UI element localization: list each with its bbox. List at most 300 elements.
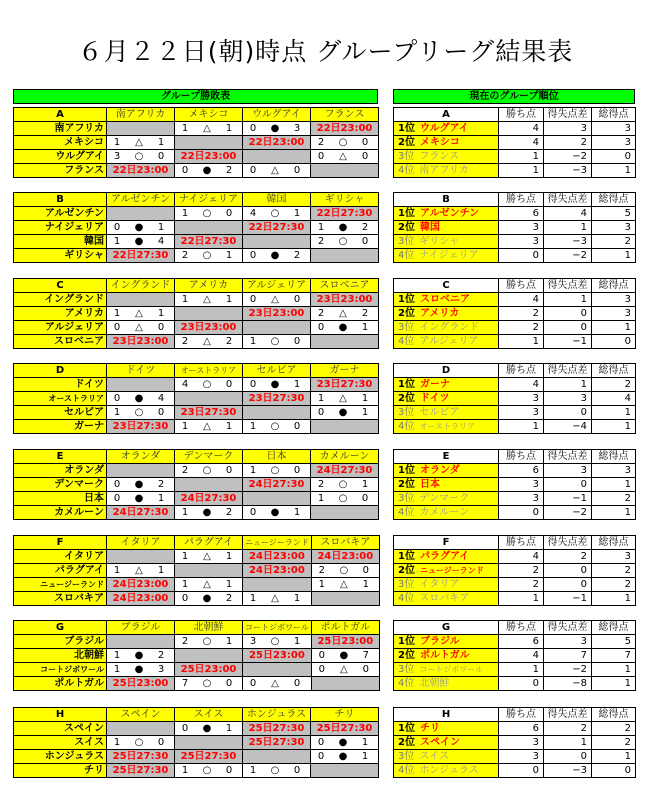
standing-team-name: 南アフリカ bbox=[419, 164, 469, 176]
result-mark: ○ bbox=[134, 736, 144, 748]
goals-against: 0 bbox=[157, 150, 165, 162]
result-mark: ● bbox=[202, 592, 212, 604]
points: 1 bbox=[499, 335, 544, 349]
standing-team-name: アルゼンチン bbox=[419, 207, 480, 219]
goal-difference: 3 bbox=[544, 392, 592, 406]
standings-row bbox=[394, 406, 636, 420]
result-mark: ○ bbox=[338, 492, 348, 504]
goals-against: 0 bbox=[225, 677, 233, 689]
goals-for: 1 bbox=[317, 492, 325, 504]
scheduled-match: 25日27:30 bbox=[311, 722, 379, 736]
goals-for: 1 bbox=[113, 406, 121, 418]
result-mark: ○ bbox=[270, 764, 280, 776]
standings-column-header: 得失点差 bbox=[544, 708, 592, 722]
scheduled-match: 23日23:00 bbox=[107, 335, 175, 349]
match-result bbox=[311, 392, 379, 406]
standings-row bbox=[394, 335, 636, 349]
standings-table bbox=[393, 707, 636, 778]
match-result bbox=[175, 420, 243, 434]
opponent-column-header: 北朝鮮 bbox=[175, 621, 243, 635]
match-result bbox=[107, 221, 175, 235]
result-mark: ● bbox=[270, 249, 280, 261]
rank-label: 1位 bbox=[398, 293, 415, 305]
goals-scored: 1 bbox=[592, 663, 636, 677]
standings-table bbox=[393, 107, 636, 178]
result-mark: △ bbox=[339, 307, 347, 319]
group-letter: G bbox=[394, 621, 499, 635]
goals-against: 1 bbox=[225, 293, 233, 305]
results-row bbox=[14, 649, 380, 663]
goals-for: 0 bbox=[181, 722, 189, 734]
standings-row bbox=[394, 736, 636, 750]
goal-difference: 2 bbox=[544, 722, 592, 736]
match-result bbox=[175, 578, 243, 592]
goal-difference: 0 bbox=[544, 578, 592, 592]
standings-column-header: 総得点 bbox=[592, 279, 636, 293]
results-row bbox=[14, 420, 379, 434]
points: 1 bbox=[499, 663, 544, 677]
result-mark: ● bbox=[202, 722, 212, 734]
standings-column-header: 得失点差 bbox=[544, 364, 592, 378]
results-header-row bbox=[14, 708, 379, 722]
group-letter: E bbox=[394, 450, 499, 464]
scheduled-match: 24日23:00 bbox=[311, 550, 379, 564]
points: 0 bbox=[499, 677, 544, 691]
result-mark: ● bbox=[134, 235, 144, 247]
results-row bbox=[14, 235, 379, 249]
points: 2 bbox=[499, 307, 544, 321]
results-row bbox=[14, 136, 379, 150]
match-result bbox=[107, 136, 175, 150]
standing-team-name: パラグアイ bbox=[419, 550, 470, 562]
scheduled-match: 22日23:00 bbox=[243, 136, 311, 150]
result-mark: ● bbox=[134, 492, 144, 504]
result-mark: △ bbox=[339, 663, 348, 675]
group-letter: D bbox=[394, 364, 499, 378]
group-letter: B bbox=[14, 193, 107, 207]
goals-against: 1 bbox=[361, 392, 369, 404]
goals-for: 3 bbox=[249, 635, 257, 647]
goals-scored: 3 bbox=[592, 293, 636, 307]
goal-difference: −2 bbox=[544, 150, 592, 164]
points: 0 bbox=[499, 764, 544, 778]
standing-team-name: 日本 bbox=[419, 478, 440, 490]
goals-against: 2 bbox=[225, 335, 233, 347]
team-name: ニュージーランド bbox=[14, 578, 107, 592]
match-result bbox=[175, 506, 243, 520]
team-name: スロバキア bbox=[14, 592, 107, 606]
scheduled-match: 25日27:30 bbox=[243, 736, 311, 750]
rank-label: 1位 bbox=[398, 378, 415, 390]
opponent-column-header: イタリア bbox=[107, 536, 175, 550]
match-result bbox=[107, 392, 175, 406]
rank-cell bbox=[394, 150, 499, 164]
rank-cell bbox=[394, 635, 499, 649]
goals-for: 1 bbox=[317, 392, 325, 404]
goal-difference: 3 bbox=[544, 635, 592, 649]
goals-for: 0 bbox=[249, 249, 257, 261]
scheduled-match: 23日27:30 bbox=[175, 406, 243, 420]
goals-against: 2 bbox=[157, 478, 165, 490]
self-match-cell bbox=[311, 592, 379, 606]
match-result bbox=[175, 122, 243, 136]
points: 6 bbox=[499, 207, 544, 221]
team-name: カメルーン bbox=[14, 506, 107, 520]
match-result bbox=[175, 722, 243, 736]
results-row bbox=[14, 293, 379, 307]
goal-difference: 3 bbox=[544, 122, 592, 136]
match-result bbox=[311, 321, 379, 335]
standings-table bbox=[393, 192, 636, 263]
match-result bbox=[175, 249, 243, 263]
self-match-cell bbox=[175, 392, 243, 406]
team-name: ナイジェリア bbox=[14, 221, 107, 235]
team-name: ホンジュラス bbox=[14, 750, 107, 764]
points: 6 bbox=[499, 464, 544, 478]
results-row bbox=[14, 406, 379, 420]
opponent-column-header: アルゼンチン bbox=[107, 193, 175, 207]
result-mark: ○ bbox=[270, 207, 280, 219]
opponent-column-header: イングランド bbox=[107, 279, 175, 293]
results-row bbox=[14, 736, 379, 750]
scheduled-match: 25日23:00 bbox=[175, 663, 243, 677]
result-mark: △ bbox=[339, 578, 348, 590]
goals-scored: 1 bbox=[592, 478, 636, 492]
standings-row bbox=[394, 677, 636, 691]
team-name: メキシコ bbox=[14, 136, 107, 150]
points: 0 bbox=[499, 506, 544, 520]
rank-cell bbox=[394, 492, 499, 506]
team-name: イタリア bbox=[14, 550, 107, 564]
scheduled-match: 24日27:30 bbox=[175, 492, 243, 506]
rank-label: 4位 bbox=[398, 764, 415, 776]
goals-against: 0 bbox=[293, 293, 301, 305]
standings-row bbox=[394, 750, 636, 764]
goal-difference: −4 bbox=[544, 420, 592, 434]
result-mark: ○ bbox=[270, 635, 280, 647]
standings-row bbox=[394, 550, 636, 564]
self-match-cell bbox=[243, 750, 311, 764]
team-name: スペイン bbox=[14, 722, 107, 736]
team-name: デンマーク bbox=[14, 478, 107, 492]
goal-difference: 2 bbox=[544, 550, 592, 564]
match-result bbox=[175, 635, 243, 649]
goals-scored: 3 bbox=[592, 464, 636, 478]
result-mark: △ bbox=[135, 136, 143, 148]
standings-row bbox=[394, 722, 636, 736]
standing-team-name: スロバキア bbox=[419, 592, 470, 604]
rank-cell bbox=[394, 649, 499, 663]
match-result bbox=[243, 677, 312, 691]
self-match-cell bbox=[243, 492, 311, 506]
result-mark: ○ bbox=[338, 136, 348, 148]
match-result bbox=[243, 506, 311, 520]
rank-cell bbox=[394, 136, 499, 150]
goals-against: 0 bbox=[361, 492, 369, 504]
goals-against: 1 bbox=[157, 221, 165, 233]
self-match-cell bbox=[311, 249, 379, 263]
standings-column-header: 総得点 bbox=[592, 450, 636, 464]
result-mark: ● bbox=[134, 649, 144, 661]
result-mark: △ bbox=[271, 293, 279, 305]
opponent-column-header: チリ bbox=[311, 708, 379, 722]
goals-against: 1 bbox=[361, 321, 369, 333]
team-name: 南アフリカ bbox=[14, 122, 107, 136]
results-table bbox=[13, 107, 379, 178]
rank-cell bbox=[394, 722, 499, 736]
self-match-cell bbox=[243, 578, 312, 592]
rank-cell bbox=[394, 736, 499, 750]
rank-label: 1位 bbox=[398, 722, 415, 734]
result-mark: △ bbox=[203, 578, 211, 590]
results-header-row bbox=[14, 621, 380, 635]
match-result bbox=[243, 764, 311, 778]
rank-label: 4位 bbox=[398, 164, 415, 176]
rank-cell bbox=[394, 592, 499, 606]
rank-cell bbox=[394, 249, 499, 263]
results-row bbox=[14, 492, 379, 506]
goals-against: 1 bbox=[157, 492, 165, 504]
match-result bbox=[311, 136, 379, 150]
results-row bbox=[14, 663, 380, 677]
result-mark: ● bbox=[339, 649, 349, 661]
points: 2 bbox=[499, 564, 544, 578]
goals-for: 0 bbox=[317, 736, 325, 748]
standings-column-header: 勝ち点 bbox=[499, 450, 544, 464]
goals-against: 0 bbox=[362, 564, 370, 576]
opponent-column-header: ニュージーランド bbox=[243, 536, 312, 550]
goals-scored: 2 bbox=[592, 564, 636, 578]
opponent-column-header: ガーナ bbox=[311, 364, 379, 378]
rank-cell bbox=[394, 764, 499, 778]
group-letter: E bbox=[14, 450, 107, 464]
standings-row bbox=[394, 764, 636, 778]
match-result bbox=[107, 736, 175, 750]
group-letter: H bbox=[14, 708, 107, 722]
opponent-column-header: ポルトガル bbox=[311, 621, 379, 635]
result-mark: ● bbox=[202, 506, 212, 518]
goals-against: 0 bbox=[225, 764, 233, 776]
goals-against: 3 bbox=[157, 663, 165, 675]
standing-team-name: スペイン bbox=[419, 736, 460, 748]
goals-against: 0 bbox=[293, 420, 301, 432]
self-match-cell bbox=[311, 420, 379, 434]
opponent-column-header: ドイツ bbox=[107, 364, 175, 378]
goal-difference: 0 bbox=[544, 564, 592, 578]
standings-table-header: 現在のグループ順位 bbox=[393, 89, 635, 104]
opponent-column-header: セルビア bbox=[243, 364, 311, 378]
scheduled-match: 24日27:30 bbox=[107, 506, 175, 520]
rank-label: 3位 bbox=[398, 235, 415, 247]
match-result bbox=[107, 235, 175, 249]
result-mark: ● bbox=[270, 122, 280, 134]
group-letter: F bbox=[394, 536, 499, 550]
rank-label: 3位 bbox=[398, 406, 415, 418]
goals-scored: 1 bbox=[592, 592, 636, 606]
opponent-column-header: スペイン bbox=[107, 708, 175, 722]
standings-column-header: 総得点 bbox=[592, 621, 636, 635]
goals-scored: 1 bbox=[592, 677, 636, 691]
match-result bbox=[243, 293, 311, 307]
standing-team-name: カメルーン bbox=[419, 506, 470, 518]
goals-against: 4 bbox=[157, 235, 165, 247]
goals-against: 3 bbox=[293, 122, 301, 134]
goals-against: 0 bbox=[362, 663, 370, 675]
goals-for: 0 bbox=[317, 750, 325, 762]
results-row bbox=[14, 764, 379, 778]
results-header-row bbox=[14, 279, 379, 293]
points: 1 bbox=[499, 592, 544, 606]
goals-for: 1 bbox=[249, 420, 257, 432]
scheduled-match: 22日27:30 bbox=[311, 207, 379, 221]
goals-against: 0 bbox=[293, 464, 301, 476]
result-mark: ● bbox=[270, 506, 280, 518]
team-name: パラグアイ bbox=[14, 564, 107, 578]
goals-for: 2 bbox=[318, 564, 326, 576]
rank-label: 2位 bbox=[398, 736, 415, 748]
team-name: セルビア bbox=[14, 406, 107, 420]
standings-column-header: 得失点差 bbox=[544, 279, 592, 293]
goals-for: 1 bbox=[113, 235, 121, 247]
scheduled-match: 25日23:00 bbox=[311, 635, 379, 649]
standings-row bbox=[394, 378, 636, 392]
goals-scored: 2 bbox=[592, 378, 636, 392]
team-name: コートジボワール bbox=[14, 663, 107, 677]
scheduled-match: 23日23:00 bbox=[311, 293, 379, 307]
results-row bbox=[14, 578, 380, 592]
goal-difference: 7 bbox=[544, 649, 592, 663]
goals-for: 2 bbox=[181, 464, 189, 476]
goals-for: 1 bbox=[249, 464, 257, 476]
result-mark: ○ bbox=[202, 764, 212, 776]
self-match-cell bbox=[107, 293, 175, 307]
opponent-column-header: オランダ bbox=[107, 450, 175, 464]
standings-row bbox=[394, 249, 636, 263]
result-mark: △ bbox=[271, 164, 279, 176]
standings-row bbox=[394, 235, 636, 249]
result-mark: ○ bbox=[338, 478, 348, 490]
result-mark: ○ bbox=[339, 564, 349, 576]
rank-label: 3位 bbox=[398, 578, 415, 590]
goals-for: 4 bbox=[181, 378, 189, 390]
goals-against: 1 bbox=[293, 592, 301, 604]
group-letter: C bbox=[14, 279, 107, 293]
results-row bbox=[14, 221, 379, 235]
match-result bbox=[243, 249, 311, 263]
rank-cell bbox=[394, 464, 499, 478]
result-mark: ○ bbox=[202, 207, 212, 219]
opponent-column-header: 韓国 bbox=[243, 193, 311, 207]
standings-table bbox=[393, 449, 636, 520]
result-mark: ○ bbox=[134, 150, 144, 162]
group-block-g bbox=[0, 620, 651, 692]
standing-team-name: オランダ bbox=[419, 464, 460, 476]
goals-for: 1 bbox=[113, 307, 121, 319]
goals-against: 1 bbox=[157, 307, 165, 319]
scheduled-match: 24日23:00 bbox=[243, 564, 312, 578]
goals-scored: 5 bbox=[592, 635, 636, 649]
goal-difference: −3 bbox=[544, 235, 592, 249]
match-result bbox=[175, 293, 243, 307]
goal-difference: 1 bbox=[544, 221, 592, 235]
self-match-cell bbox=[311, 677, 379, 691]
match-result bbox=[311, 750, 379, 764]
points: 3 bbox=[499, 492, 544, 506]
goals-for: 1 bbox=[181, 550, 189, 562]
rank-label: 2位 bbox=[398, 649, 415, 661]
match-result bbox=[311, 406, 379, 420]
goals-for: 1 bbox=[113, 736, 121, 748]
goals-for: 0 bbox=[317, 321, 325, 333]
goals-against: 0 bbox=[293, 164, 301, 176]
results-row bbox=[14, 122, 379, 136]
opponent-column-header: フランス bbox=[311, 108, 379, 122]
group-block-e bbox=[0, 449, 651, 521]
goals-for: 7 bbox=[181, 677, 189, 689]
goals-against: 0 bbox=[225, 464, 233, 476]
goal-difference: 1 bbox=[544, 293, 592, 307]
results-table bbox=[13, 449, 379, 520]
goals-for: 1 bbox=[181, 122, 189, 134]
match-result bbox=[311, 736, 379, 750]
rank-cell bbox=[394, 550, 499, 564]
goals-for: 0 bbox=[113, 478, 121, 490]
match-result bbox=[243, 207, 311, 221]
team-name: ガーナ bbox=[14, 420, 107, 434]
goals-for: 1 bbox=[249, 335, 257, 347]
points: 3 bbox=[499, 478, 544, 492]
goals-for: 1 bbox=[249, 592, 257, 604]
points: 4 bbox=[499, 378, 544, 392]
standing-team-name: オーストラリア bbox=[419, 421, 475, 431]
goals-for: 4 bbox=[249, 207, 257, 219]
standing-team-name: ウルグアイ bbox=[419, 122, 469, 134]
scheduled-match: 23日27:30 bbox=[311, 378, 379, 392]
goals-against: 1 bbox=[157, 136, 165, 148]
team-name: ブラジル bbox=[14, 635, 107, 649]
standings-row bbox=[394, 164, 636, 178]
standing-team-name: イタリア bbox=[419, 578, 460, 590]
rank-cell bbox=[394, 293, 499, 307]
scheduled-match: 25日27:30 bbox=[107, 750, 175, 764]
standings-table bbox=[393, 620, 636, 691]
goal-difference: 0 bbox=[544, 750, 592, 764]
match-result bbox=[107, 564, 175, 578]
self-match-cell bbox=[175, 136, 243, 150]
self-match-cell bbox=[107, 722, 175, 736]
goal-difference: −2 bbox=[544, 249, 592, 263]
goals-against: 1 bbox=[225, 550, 233, 562]
group-block-h bbox=[0, 707, 651, 779]
scheduled-match: 22日27:30 bbox=[175, 235, 243, 249]
group-letter: C bbox=[394, 279, 499, 293]
goals-against: 2 bbox=[225, 164, 233, 176]
self-match-cell bbox=[107, 550, 175, 564]
result-mark: ● bbox=[134, 221, 144, 233]
scheduled-match: 23日27:30 bbox=[243, 392, 311, 406]
goals-for: 0 bbox=[249, 164, 257, 176]
result-mark: ○ bbox=[202, 378, 212, 390]
standings-column-header: 得失点差 bbox=[544, 108, 592, 122]
match-result bbox=[175, 764, 243, 778]
rank-label: 2位 bbox=[398, 221, 415, 233]
goals-for: 1 bbox=[113, 663, 121, 675]
match-result bbox=[175, 464, 243, 478]
goal-difference: 2 bbox=[544, 136, 592, 150]
rank-label: 3位 bbox=[398, 663, 415, 675]
standing-team-name: スイス bbox=[419, 750, 450, 762]
standings-column-header: 勝ち点 bbox=[499, 108, 544, 122]
